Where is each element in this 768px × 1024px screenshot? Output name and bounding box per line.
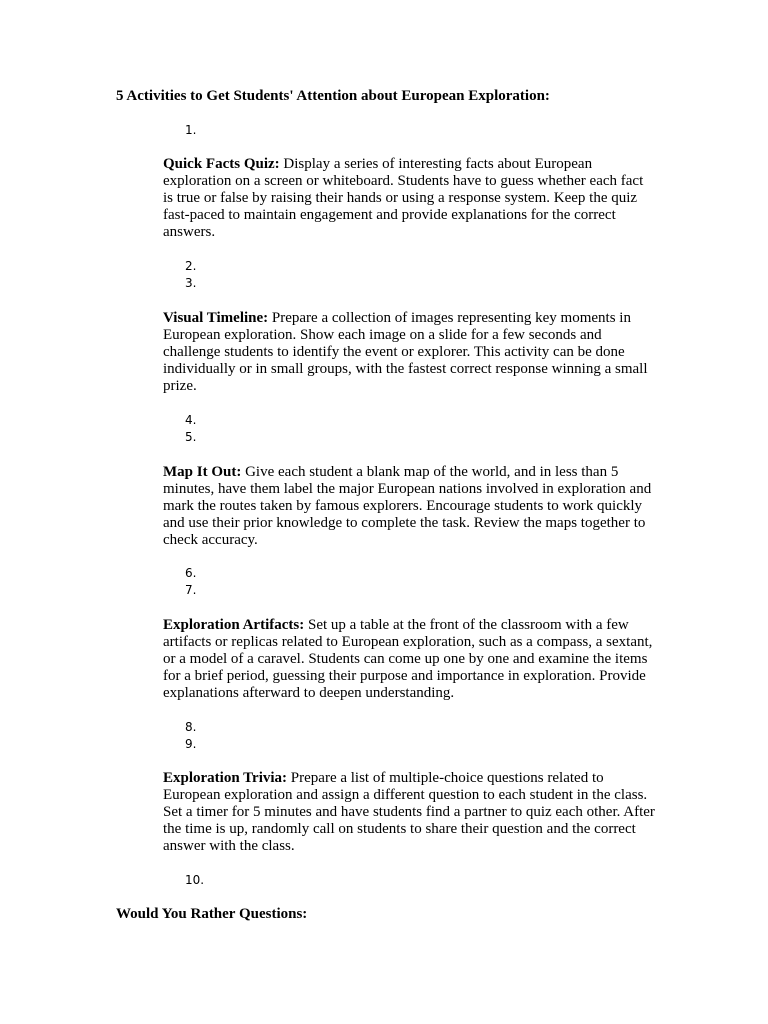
list-marker: 1. [185, 123, 197, 137]
activity-paragraph-exploration-trivia [163, 770, 655, 855]
list-marker: 8. [185, 720, 197, 734]
list-marker: 10. [185, 873, 205, 887]
list-marker: 5. [185, 430, 197, 444]
activity-text: Prepare a list of multiple-choice questions related to European exploration and assign a different question to each student in the class. Set a timer for 5 minutes and have students find a partner to quiz each other. After the time is up, randomly call on students to share their question and the correct answer with the class. [163, 770, 655, 854]
section-heading-would-you-rather: Would You Rather Questions: [116, 906, 308, 922]
list-marker: 3. [185, 276, 197, 290]
activity-name: Quick Facts Quiz: [163, 156, 280, 172]
activity-name: Visual Timeline: [163, 310, 269, 326]
activity-name: Map It Out: [163, 464, 242, 480]
activity-name: Exploration Artifacts: [163, 617, 305, 633]
list-marker: 2. [185, 259, 197, 273]
activity-paragraph-visual-timeline [163, 310, 655, 395]
list-marker: 4. [185, 413, 197, 427]
activity-paragraph-map-it-out [163, 464, 655, 549]
activity-text: Set up a table at the front of the classroom with a few artifacts or replicas related to European exploration, such as a compass, a sextant, or a model of a caravel. Students can come up one by one and examine the items for a brief period, guessing their purpose and importance in exploration. Provide explanations afterward to deepen understanding. [163, 617, 653, 701]
list-marker: 9. [185, 737, 197, 751]
list-marker: 7. [185, 583, 197, 597]
activity-paragraph-exploration-artifacts [163, 617, 655, 702]
list-marker: 6. [185, 566, 197, 580]
activity-name: Exploration Trivia: [163, 770, 288, 786]
document-title: 5 Activities to Get Students' Attention about European Exploration: [116, 88, 550, 104]
activity-text: Prepare a collection of images representing key moments in European exploration. Show each image on a slide for a few seconds and challenge students to identify the event or explorer. This activity can be done individually or in small groups, with the fastest correct response winning a small prize. [163, 310, 648, 394]
activity-text: Give each student a blank map of the world, and in less than 5 minutes, have them label the major European nations involved in exploration and mark the routes taken by famous explorers. Encourage students to work quickly and use their prior knowledge to complete the task. Review the maps together to check accuracy. [163, 464, 652, 548]
activity-paragraph-quick-facts-quiz [163, 156, 655, 241]
activity-text: Display a series of interesting facts about European exploration on a screen or whiteboard. Students have to guess whether each fact is true or false by raising their hands or using a response system. Keep the quiz fast-paced to maintain engagement and provide explanations for the correct answers. [163, 156, 644, 240]
